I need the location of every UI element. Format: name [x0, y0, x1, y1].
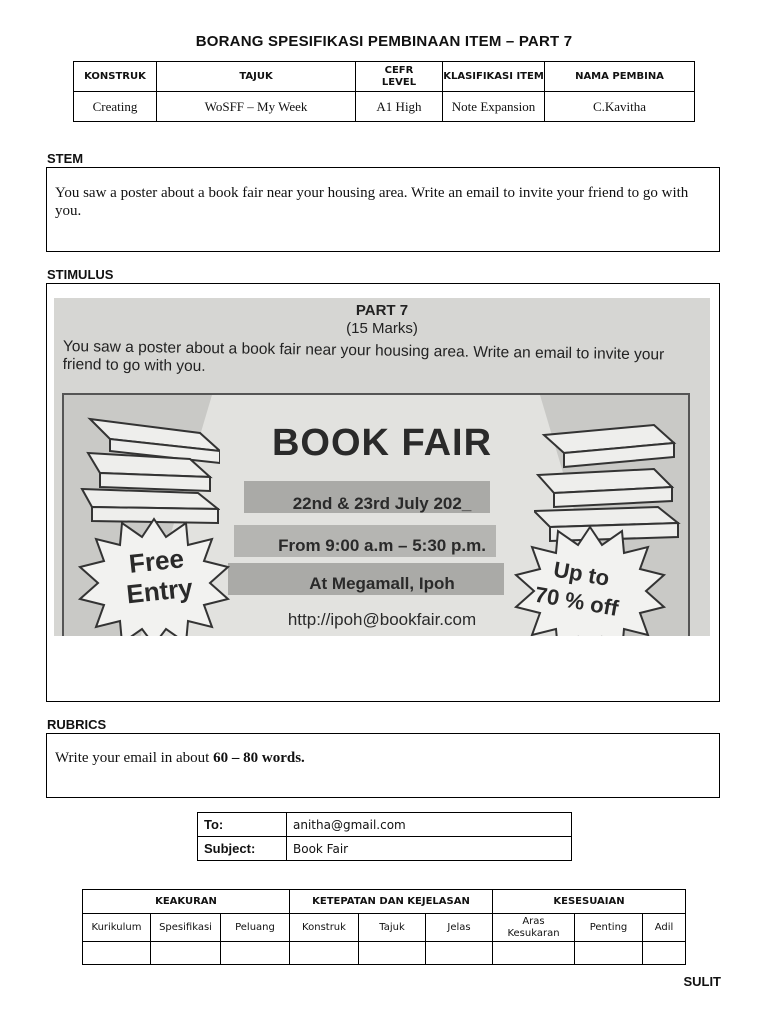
score-cell[interactable] — [426, 942, 493, 965]
col-peluang: Peluang — [221, 914, 290, 942]
stem-box — [46, 167, 720, 252]
subject-value: Book Fair — [287, 837, 572, 861]
stem-text: You saw a poster about a book fair near your housing area. Write an email to invite your friend to go with you. — [55, 185, 689, 219]
free-entry-line2: Entry — [124, 572, 195, 610]
col-aras-kesukaran: Aras Kesukaran — [493, 914, 575, 942]
col-konstruk: Konstruk — [290, 914, 359, 942]
to-value: anitha@gmail.com — [287, 813, 572, 837]
col-penting: Penting — [575, 914, 643, 942]
score-cell[interactable] — [493, 942, 575, 965]
spec-header-klasifikasi: KLASIFIKASI ITEM — [443, 62, 545, 92]
spec-value-konstruk: Creating — [74, 92, 157, 122]
group-keakuran: KEAKURAN — [83, 890, 290, 914]
free-entry-line1: Free — [127, 543, 186, 579]
rubrics-label: RUBRICS — [47, 717, 107, 732]
subject-label: Subject: — [198, 837, 287, 861]
poster-time: From 9:00 a.m – 5:30 p.m. — [278, 536, 486, 555]
footer-classification: SULIT — [683, 974, 721, 989]
poster-dates: 22nd & 23rd July 202_ — [292, 494, 472, 513]
free-entry-text — [95, 540, 221, 612]
poster-marks: (15 Marks) — [346, 320, 418, 337]
review-table — [82, 889, 686, 965]
discount-line2: 70 % off — [532, 581, 621, 621]
spec-value-tajuk: WoSFF – My Week — [157, 92, 356, 122]
score-cell[interactable] — [575, 942, 643, 965]
poster-instruction: You saw a poster about a book fair near your housing area. Write an email to invite your friend to go with you. — [62, 338, 665, 375]
rubrics-word-count: 60 – 80 words. — [213, 750, 305, 766]
page-title: BORANG SPESIFIKASI PEMBINAAN ITEM – PART 7 — [195, 33, 573, 50]
poster-part: PART 7 — [355, 302, 409, 319]
spec-header-cefr: CEFR LEVEL — [356, 62, 443, 92]
stimulus-poster-image — [54, 298, 710, 636]
col-kurikulum: Kurikulum — [83, 914, 151, 942]
rubrics-text — [55, 749, 711, 767]
score-cell[interactable] — [359, 942, 426, 965]
spec-table — [73, 61, 695, 122]
discount-line1: Up to — [551, 556, 612, 591]
group-kesesuaian: KESESUAIAN — [493, 890, 686, 914]
to-label: To: — [198, 813, 287, 837]
col-jelas: Jelas — [426, 914, 493, 942]
group-ketepatan: KETEPATAN DAN KEJELASAN — [290, 890, 493, 914]
score-cell[interactable] — [290, 942, 359, 965]
col-tajuk: Tajuk — [359, 914, 426, 942]
stimulus-label: STIMULUS — [47, 267, 114, 282]
email-header-table — [197, 812, 572, 861]
rubrics-text-prefix: Write your email in about — [55, 750, 214, 766]
score-cell[interactable] — [151, 942, 221, 965]
spec-value-cefr: A1 High — [356, 92, 443, 122]
score-cell[interactable] — [83, 942, 151, 965]
poster-heading: BOOK FAIR — [271, 422, 493, 464]
rubrics-box — [46, 733, 720, 798]
col-adil: Adil — [643, 914, 686, 942]
poster-url: http://ipoh@bookfair.com — [287, 610, 477, 629]
spec-header-konstruk: KONSTRUK — [74, 62, 157, 92]
spec-header-tajuk: TAJUK — [157, 62, 356, 92]
spec-value-klasifikasi: Note Expansion — [443, 92, 545, 122]
poster-venue: At Megamall, Ipoh — [309, 574, 455, 593]
score-cell[interactable] — [643, 942, 686, 965]
stem-label: STEM — [47, 151, 84, 166]
score-cell[interactable] — [221, 942, 290, 965]
spec-header-nama: NAMA PEMBINA — [545, 62, 695, 92]
col-spesifikasi: Spesifikasi — [151, 914, 221, 942]
spec-value-nama: C.Kavitha — [545, 92, 695, 122]
